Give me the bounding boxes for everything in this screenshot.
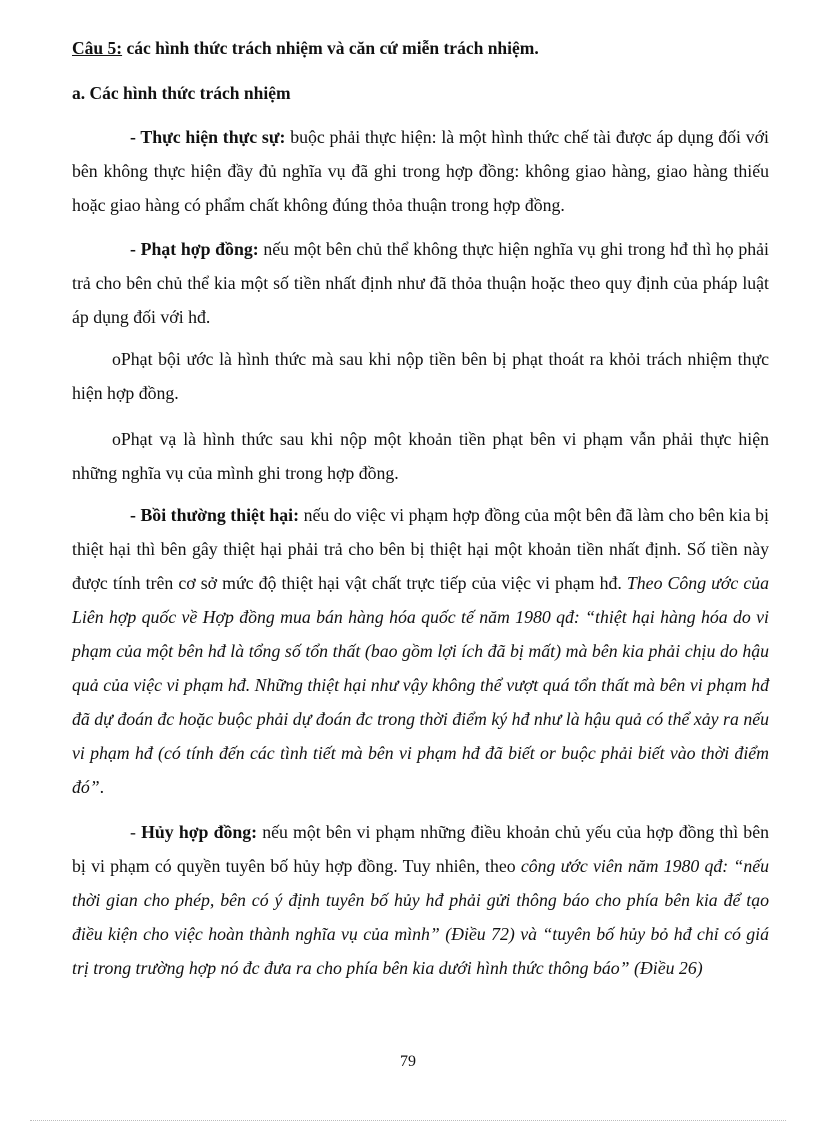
question-label: Câu 5: [72,38,123,58]
paragraph-specific-performance [72,120,769,222]
paragraph-contract-penalty [72,232,769,334]
term-contract-penalty: - Phạt hợp đồng: [130,239,259,259]
text-damages: nếu do việc vi phạm hợp đồng của một bên đã làm cho bên kia bị thiệt hại thì bên gây thiệt hại phải trả cho bên bị thiệt hại một khoản tiền nhất định. Số tiền này được tính trên cơ sở mức độ thiệt hại vật chất trực tiếp của việc vi phạm hđ. [72,505,769,593]
section-a-heading: a. Các hình thức trách nhiệm [72,83,291,103]
term-specific-performance: - Thực hiện thực sự: [130,127,286,147]
paragraph-breach-penalty [72,342,769,410]
page-bottom-divider [30,1120,786,1121]
paragraph-avoidance [72,815,769,985]
text-damages-end: . [99,777,105,797]
avoidance-dash: - [130,822,142,842]
paragraph-damages [72,498,769,804]
term-avoidance: Hủy hợp đồng: [141,822,258,842]
page-number: 79 [400,1053,416,1070]
text-fine: oPhạt vạ là hình thức sau khi nộp một khoản tiền phạt bên vi phạm vẫn phải thực hiện những nghĩa vụ của mình ghi trong hợp đồng. [72,429,769,483]
quote-avoidance: công ước viên năm 1980 qđ: “nếu thời gian cho phép, bên có ý định tuyên bố hủy hđ phải gửi thông báo cho phía bên kia để tạo điều kiện cho việc hoàn thành nghĩa vụ của mình” (Điều 72) và “tuyên bố hủy bỏ hđ chỉ có giá trị trong trường hợp nó đc đưa ra cho phía bên kia dưới hình thức thông báo” (Điều 26) [72,856,769,978]
text-specific-performance: buộc phải thực hiện: là một hình thức chế tài được áp dụng đối với bên không thực hiện đầy đủ nghĩa vụ đã ghi trong hợp đồng: không giao hàng, giao hàng thiếu hoặc giao hàng có phẩm chất không đúng thỏa thuận trong hợp đồng. [72,127,769,215]
question-heading [72,38,539,59]
paragraph-fine [72,422,769,490]
text-avoidance: nếu một bên vi phạm những điều khoản chủ yếu của hợp đồng thì bên bị vi phạm có quyền tuyên bố hủy hợp đồng. Tuy nhiên, theo [72,822,769,876]
question-title: các hình thức trách nhiệm và căn cứ miễn trách nhiệm. [122,38,539,58]
term-damages: - Bồi thường thiệt hại: [130,505,300,525]
text-breach-penalty: oPhạt bội ước là hình thức mà sau khi nộp tiền bên bị phạt thoát ra khỏi trách nhiệm thực hiện hợp đồng. [72,349,769,403]
quote-damages: Theo Công ước của Liên hợp quốc về Hợp đồng mua bán hàng hóa quốc tế năm 1980 qđ: “thiệt hại hàng hóa do vi phạm của một bên hđ là tổng số tổn thất (bao gồm lợi ích đã bị mất) mà bên kia phải chịu do hậu quả của việc vi phạm hđ. Những thiệt hại như vậy không thể vượt quá tổn thất mà bên vi phạm hđ đã dự đoán đc hoặc buộc phải dự đoán đc trong thời điểm ký hđ như là hậu quả có thể xảy ra nếu vi phạm hđ (có tính đến các tình tiết mà bên vi phạm hđ đã biết or buộc phải biết vào thời điểm đó” [72,573,769,797]
text-contract-penalty: nếu một bên chủ thể không thực hiện nghĩa vụ ghi trong hđ thì họ phải trả cho bên chủ thể kia một số tiền nhất định như đã thỏa thuận hoặc theo quy định của pháp luật áp dụng đối với hđ. [72,239,769,327]
